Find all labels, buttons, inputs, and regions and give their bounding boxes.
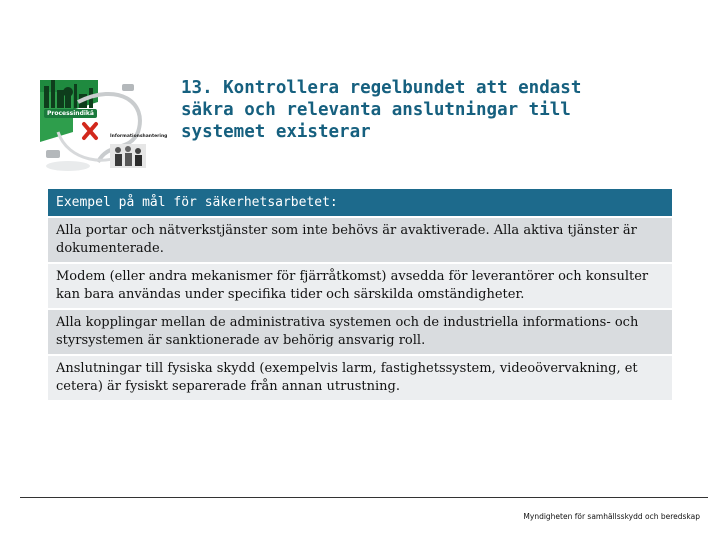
logo-tag-process: Processindikä xyxy=(44,109,97,118)
logo-tag-information: Informationshantering xyxy=(110,134,168,139)
table-row: Alla kopplingar mellan de administrativa systemen och de industriella informations- och styrsystemen är sanktionerade av behörig ansvarig roll. xyxy=(48,310,672,354)
section-logo xyxy=(38,72,168,172)
footer-divider xyxy=(20,497,708,498)
table-row: Modem (eller andra mekanismer för fjärråtkomst) avsedda för leverantörer och konsulter kan bara användas under specifika tider och särskilda omständigheter. xyxy=(48,264,672,308)
table-row: Alla portar och nätverkstjänster som inte behövs är avaktiverade. Alla aktiva tjänster är dokumenterade. xyxy=(48,218,672,262)
table-header: Exempel på mål för säkerhetsarbetet: xyxy=(48,189,672,216)
table-row: Anslutningar till fysiska skydd (exempelvis larm, fastighetssystem, videoövervakning, et cetera) är fysiskt separerade från annan utrustning. xyxy=(48,356,672,400)
goals-table xyxy=(48,189,672,400)
page-title: 13. Kontrollera regelbundet att endast säkra och relevanta anslutningar till systemet existerar xyxy=(181,78,582,142)
footer-organization: Myndigheten för samhällsskydd och beredskap xyxy=(523,512,700,521)
industry-collage-image xyxy=(38,72,152,172)
